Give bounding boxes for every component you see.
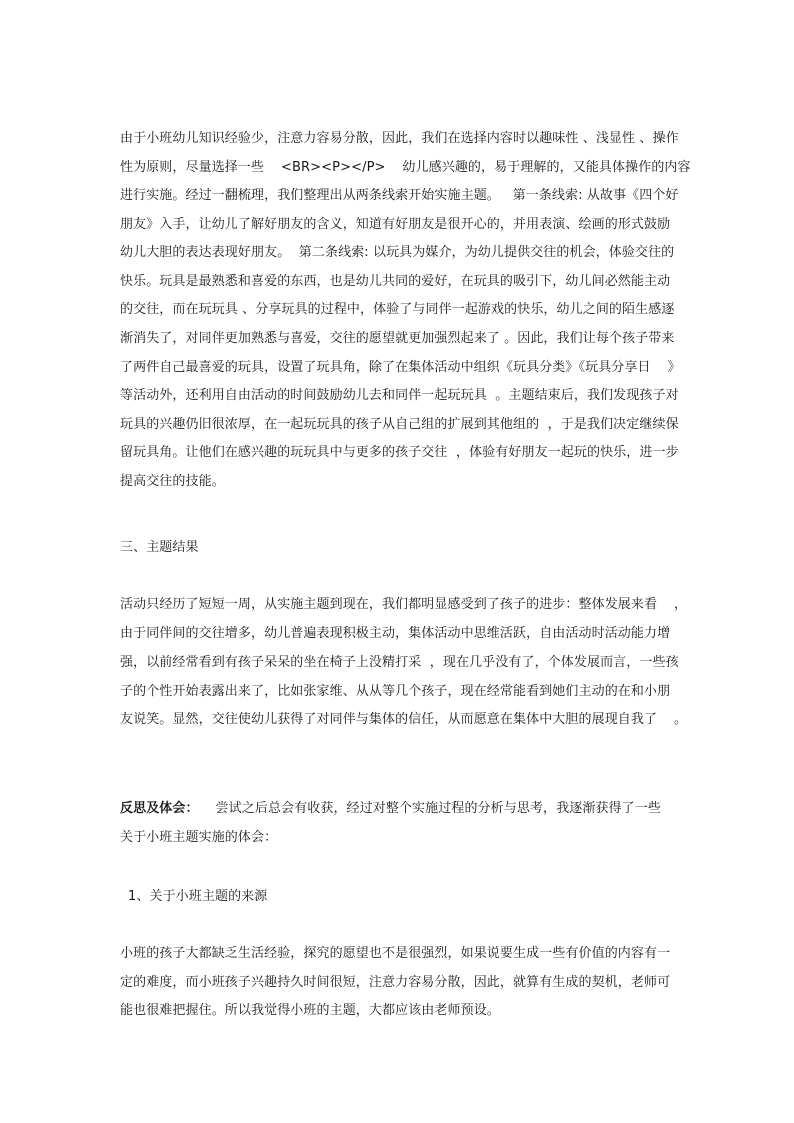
paragraph-line: 等活动外，还利用自由活动的时间鼓励幼儿去和同伴一起玩玩具 。主题结束后，我们发现孩子对 bbox=[120, 388, 679, 403]
subheading: 1、关于小班主题的来源 bbox=[128, 889, 268, 904]
paragraph-line: 由于同伴间的交往增多，幼儿普遍表现积极主动，集体活动中思维活跃，自由活动时活动能力增 bbox=[120, 626, 671, 641]
paragraph-line: 小班的孩子大都缺乏生活经验，探究的愿望也不是很强烈，如果说要生成一些有价值的内容有一 bbox=[120, 946, 671, 961]
paragraph-line: 进行实施。经过一翻梳理，我们整理出从两条线索开始实施主题。 第一条线索: 从故事《四个好 bbox=[120, 188, 679, 203]
paragraph-line: 子的个性开始表露出来了，比如张家维、从从等几个孩子，现在经常能看到她们主动的在和小朋 bbox=[120, 684, 671, 699]
reflection-text: 尝试之后总会有收获，经过对整个实施过程的分析与思考，我逐渐获得了一些 bbox=[198, 801, 661, 816]
paragraph-line: 快乐。玩具是最熟悉和喜爱的东西，也是幼儿共同的爱好，在玩具的吸引下，幼儿间必然能主动 bbox=[120, 274, 671, 289]
paragraph-line: 玩具的兴趣仍旧很浓厚，在一起玩玩具的孩子从自己组的扩展到其他组的 ，于是我们决定继续保 bbox=[120, 417, 679, 432]
paragraph-line: 了两件自己最喜爱的玩具，设置了玩具角，除了在集体活动中组织《玩具分类》《玩具分享日 》 bbox=[120, 360, 681, 375]
paragraph-line: 定的难度，而小班孩子兴趣持久时间很短，注意力容易分散，因此，就算有生成的契机，老师可 bbox=[120, 975, 671, 990]
reflection-line bbox=[120, 801, 661, 817]
paragraph-line: 由于小班幼儿知识经验少，注意力容易分散，因此，我们在选择内容时以趣味性 、浅显性 、操作 bbox=[120, 131, 679, 146]
paragraph-line: 提高交往的技能。 bbox=[120, 474, 225, 489]
paragraph-line: 强，以前经常看到有孩子呆呆的坐在椅子上没精打采 ，现在几乎没有了，个体发展而言，一些孩 bbox=[120, 655, 679, 670]
paragraph-line: 朋友》入手，让幼儿了解好朋友的含义，知道有好朋友是很开心的，并用表演、绘画的形式鼓励 bbox=[120, 217, 671, 232]
paragraph-line: 幼儿大胆的表达表现好朋友。 第二条线索: 以玩具为媒介，为幼儿提供交往的机会，体验交往的 bbox=[120, 245, 675, 260]
paragraph-line: 性为原则，尽量选择一些 <BR><P></P> 幼儿感兴趣的，易于理解的，又能具体操作的内容 bbox=[120, 160, 691, 175]
section-heading: 三、主题结果 bbox=[120, 540, 199, 555]
paragraph-line: 的交往，而在玩玩具 、分享玩具的过程中，体验了与同伴一起游戏的快乐，幼儿之间的陌生感逐 bbox=[120, 302, 675, 317]
paragraph-line: 能也很难把握住。所以我觉得小班的主题，大都应该由老师预设。 bbox=[120, 1003, 500, 1018]
paragraph-line: 留玩具角。让他们在感兴趣的玩玩具中与更多的孩子交往 ，体验有好朋友一起玩的快乐，进一步 bbox=[120, 445, 679, 460]
paragraph-line: 活动只经历了短短一周，从实施主题到现在，我们都明显感受到了孩子的进步：整体发展来看 ， bbox=[120, 597, 688, 612]
reflection-line: 关于小班主题实施的体会： bbox=[120, 830, 278, 845]
paragraph-line: 渐消失了，对同伴更加熟悉与喜爱，交往的愿望就更加强烈起来了 。因此，我们让每个孩子带来 bbox=[120, 331, 675, 346]
reflection-label: 反思及体会： bbox=[120, 801, 199, 816]
paragraph-line: 友说笑。显然，交往使幼儿获得了对同伴与集体的信任，从而愿意在集体中大胆的展现自我了 。 bbox=[120, 712, 688, 727]
